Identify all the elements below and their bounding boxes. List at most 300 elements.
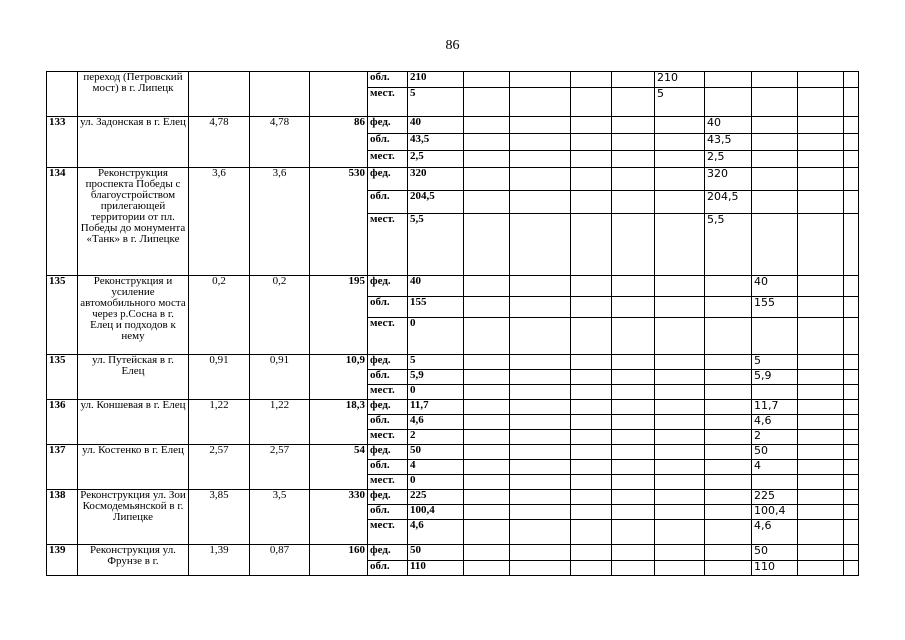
year-cell [844, 168, 859, 191]
year-cell [510, 385, 571, 400]
year-cell [705, 297, 752, 318]
year-cell [464, 490, 510, 505]
year-cell [705, 355, 752, 370]
funding-source: мест. [368, 520, 408, 545]
year-cell [510, 168, 571, 191]
year-cell [571, 490, 612, 505]
total-cost: 18,3 [310, 400, 368, 445]
year-cell [464, 191, 510, 214]
year-cell [464, 545, 510, 561]
year-cell [844, 72, 859, 88]
year-value: 43,5 [705, 134, 752, 151]
year-cell [844, 370, 859, 385]
year-cell [612, 168, 655, 191]
total-cost: 195 [310, 276, 368, 355]
year-cell [798, 276, 844, 297]
funding-source: мест. [368, 88, 408, 117]
object-name: переход (Петровский мост) в г. Липецк [78, 72, 189, 117]
funding-sum: 225 [408, 490, 464, 505]
object-name: ул. Задонская в г. Елец [78, 117, 189, 168]
year-cell [510, 490, 571, 505]
year-cell [844, 355, 859, 370]
year-cell [655, 561, 705, 576]
year-cell [844, 276, 859, 297]
funding-sum: 5,9 [408, 370, 464, 385]
row-number: 134 [47, 168, 78, 276]
year-value: 320 [705, 168, 752, 191]
funding-sum: 0 [408, 385, 464, 400]
year-cell [798, 297, 844, 318]
funding-source: фед. [368, 117, 408, 134]
year-cell [798, 415, 844, 430]
year-cell [705, 276, 752, 297]
funding-source: обл. [368, 460, 408, 475]
year-cell [798, 151, 844, 168]
year-cell [655, 318, 705, 355]
year-cell [464, 415, 510, 430]
year-cell [655, 214, 705, 276]
year-cell [752, 117, 798, 134]
object-name: Реконструкция проспекта Победы с благоустройством прилегающей территории от пл. Победы до монумента «Танк» в г. Липецке [78, 168, 189, 276]
year-cell [705, 415, 752, 430]
row-number: 139 [47, 545, 78, 576]
year-cell [571, 214, 612, 276]
year-cell [510, 117, 571, 134]
year-cell [612, 151, 655, 168]
year-cell [464, 88, 510, 117]
funding-sum: 5 [408, 88, 464, 117]
year-cell [464, 297, 510, 318]
year-cell [571, 561, 612, 576]
year-value: 11,7 [752, 400, 798, 415]
year-cell [612, 318, 655, 355]
year-cell [798, 545, 844, 561]
year-cell [752, 72, 798, 88]
year-cell [612, 385, 655, 400]
year-value: 50 [752, 445, 798, 460]
year-cell [464, 117, 510, 134]
year-cell [705, 318, 752, 355]
year-cell [571, 318, 612, 355]
year-cell [612, 355, 655, 370]
row-number: 138 [47, 490, 78, 545]
year-cell [464, 134, 510, 151]
year-cell [510, 318, 571, 355]
year-cell [510, 415, 571, 430]
funding-source: обл. [368, 191, 408, 214]
year-cell [798, 355, 844, 370]
year-cell [510, 151, 571, 168]
year-cell [705, 475, 752, 490]
length-total: 1,22 [189, 400, 250, 445]
year-cell [752, 214, 798, 276]
length-total: 3,85 [189, 490, 250, 545]
year-cell [612, 400, 655, 415]
year-cell [612, 490, 655, 505]
year-cell [510, 276, 571, 297]
year-cell [705, 505, 752, 520]
year-cell [798, 214, 844, 276]
year-cell [798, 460, 844, 475]
funding-sum: 40 [408, 117, 464, 134]
year-cell [798, 72, 844, 88]
year-cell [844, 151, 859, 168]
funding-source: мест. [368, 214, 408, 276]
funding-source: мест. [368, 151, 408, 168]
length-reconstruction: 3,6 [250, 168, 310, 276]
length-reconstruction: 1,22 [250, 400, 310, 445]
funding-sum: 2 [408, 430, 464, 445]
year-cell [464, 561, 510, 576]
year-cell [705, 561, 752, 576]
funding-sum: 0 [408, 475, 464, 490]
year-cell [510, 400, 571, 415]
table-row [47, 168, 859, 191]
length-reconstruction: 0,2 [250, 276, 310, 355]
table-row [47, 545, 859, 561]
year-cell [844, 385, 859, 400]
year-value: 5,9 [752, 370, 798, 385]
year-cell [844, 318, 859, 355]
year-cell [655, 505, 705, 520]
year-cell [612, 88, 655, 117]
year-value: 225 [752, 490, 798, 505]
year-cell [612, 430, 655, 445]
year-cell [510, 475, 571, 490]
year-cell [612, 370, 655, 385]
row-number: 135 [47, 276, 78, 355]
year-cell [571, 355, 612, 370]
year-cell [798, 490, 844, 505]
year-value: 4,6 [752, 415, 798, 430]
row-number: 136 [47, 400, 78, 445]
year-cell [752, 191, 798, 214]
funding-sum: 320 [408, 168, 464, 191]
funding-source: мест. [368, 385, 408, 400]
year-cell [571, 151, 612, 168]
year-cell [844, 415, 859, 430]
year-cell [752, 168, 798, 191]
table-row [47, 400, 859, 415]
year-cell [571, 88, 612, 117]
year-value: 40 [752, 276, 798, 297]
year-cell [798, 505, 844, 520]
year-value: 5 [655, 88, 705, 117]
year-value: 40 [705, 117, 752, 134]
year-cell [510, 355, 571, 370]
funding-sum: 50 [408, 545, 464, 561]
year-cell [844, 545, 859, 561]
funding-sum: 100,4 [408, 505, 464, 520]
year-cell [612, 191, 655, 214]
funding-sum: 155 [408, 297, 464, 318]
year-cell [844, 117, 859, 134]
funding-source: фед. [368, 490, 408, 505]
year-cell [655, 134, 705, 151]
year-cell [655, 355, 705, 370]
table-row [47, 117, 859, 134]
year-cell [655, 400, 705, 415]
year-cell [655, 430, 705, 445]
year-cell [571, 168, 612, 191]
funding-sum: 210 [408, 72, 464, 88]
year-cell [705, 545, 752, 561]
year-cell [752, 134, 798, 151]
year-cell [510, 445, 571, 460]
year-cell [798, 520, 844, 545]
year-value [752, 385, 798, 400]
funding-sum: 0 [408, 318, 464, 355]
year-cell [655, 117, 705, 134]
total-cost: 530 [310, 168, 368, 276]
funding-sum: 5 [408, 355, 464, 370]
object-name: ул. Костенко в г. Елец [78, 445, 189, 490]
year-cell [752, 88, 798, 117]
object-name: Реконструкция и усиление автомобильного моста через р.Сосна в г. Елец и подходов к нему [78, 276, 189, 355]
funding-sum: 4,6 [408, 520, 464, 545]
funding-source: обл. [368, 72, 408, 88]
length-total: 0,2 [189, 276, 250, 355]
funding-sum: 50 [408, 445, 464, 460]
year-cell [844, 561, 859, 576]
object-name: Реконструкция ул. Зои Космодемьянской в г. Липецке [78, 490, 189, 545]
table-row [47, 72, 859, 88]
year-cell [571, 297, 612, 318]
funding-source: мест. [368, 430, 408, 445]
year-cell [798, 88, 844, 117]
year-value: 50 [752, 545, 798, 561]
year-value: 4,6 [752, 520, 798, 545]
year-cell [571, 191, 612, 214]
year-cell [612, 460, 655, 475]
year-cell [612, 445, 655, 460]
funding-sum: 110 [408, 561, 464, 576]
year-cell [705, 72, 752, 88]
year-cell [464, 151, 510, 168]
year-cell [510, 297, 571, 318]
year-cell [798, 561, 844, 576]
length-total: 2,57 [189, 445, 250, 490]
funding-source: фед. [368, 355, 408, 370]
year-cell [510, 214, 571, 276]
length-total: 1,39 [189, 545, 250, 576]
year-cell [464, 460, 510, 475]
total-cost: 160 [310, 545, 368, 576]
row-number: 137 [47, 445, 78, 490]
funding-sum: 43,5 [408, 134, 464, 151]
year-value: 2,5 [705, 151, 752, 168]
year-cell [464, 318, 510, 355]
year-cell [571, 276, 612, 297]
year-cell [655, 490, 705, 505]
object-name: Реконструкция ул. Фрунзе в г. [78, 545, 189, 576]
year-cell [510, 191, 571, 214]
year-cell [798, 134, 844, 151]
year-cell [705, 520, 752, 545]
total-cost [310, 72, 368, 117]
year-cell [612, 545, 655, 561]
year-cell [844, 297, 859, 318]
year-cell [844, 445, 859, 460]
year-cell [510, 545, 571, 561]
funding-source: фед. [368, 168, 408, 191]
row-number [47, 72, 78, 117]
year-cell [798, 370, 844, 385]
year-cell [752, 151, 798, 168]
year-value: 155 [752, 297, 798, 318]
page-number: 86 [445, 38, 460, 53]
year-cell [612, 72, 655, 88]
year-cell [705, 445, 752, 460]
year-cell [798, 191, 844, 214]
year-cell [798, 385, 844, 400]
total-cost: 10,9 [310, 355, 368, 400]
year-cell [464, 505, 510, 520]
year-cell [798, 475, 844, 490]
length-reconstruction: 3,5 [250, 490, 310, 545]
funding-source: фед. [368, 445, 408, 460]
year-cell [844, 460, 859, 475]
year-cell [844, 88, 859, 117]
funding-source: мест. [368, 475, 408, 490]
year-cell [655, 460, 705, 475]
table-row [47, 445, 859, 460]
year-cell [655, 276, 705, 297]
year-cell [612, 117, 655, 134]
year-cell [655, 168, 705, 191]
year-cell [510, 561, 571, 576]
year-cell [464, 72, 510, 88]
year-cell [464, 520, 510, 545]
year-cell [612, 276, 655, 297]
year-cell [798, 430, 844, 445]
year-cell [798, 117, 844, 134]
year-cell [510, 505, 571, 520]
year-cell [612, 214, 655, 276]
year-cell [510, 520, 571, 545]
year-value [752, 318, 798, 355]
year-cell [655, 191, 705, 214]
funding-source: фед. [368, 400, 408, 415]
year-cell [705, 400, 752, 415]
year-cell [464, 475, 510, 490]
year-cell [655, 545, 705, 561]
funding-source: обл. [368, 297, 408, 318]
funding-sum: 11,7 [408, 400, 464, 415]
year-cell [464, 276, 510, 297]
funding-source: фед. [368, 545, 408, 561]
year-cell [571, 505, 612, 520]
length-reconstruction: 2,57 [250, 445, 310, 490]
year-cell [510, 72, 571, 88]
year-cell [510, 370, 571, 385]
length-reconstruction: 4,78 [250, 117, 310, 168]
year-cell [612, 415, 655, 430]
year-cell [798, 400, 844, 415]
year-cell [571, 72, 612, 88]
year-cell [655, 520, 705, 545]
year-value: 210 [655, 72, 705, 88]
year-cell [655, 297, 705, 318]
year-cell [705, 370, 752, 385]
year-cell [571, 400, 612, 415]
year-cell [571, 520, 612, 545]
year-cell [464, 370, 510, 385]
year-cell [510, 88, 571, 117]
year-cell [571, 445, 612, 460]
year-cell [798, 445, 844, 460]
year-value: 4 [752, 460, 798, 475]
year-cell [612, 475, 655, 490]
length-reconstruction [250, 72, 310, 117]
year-cell [571, 430, 612, 445]
year-cell [705, 385, 752, 400]
table-row [47, 276, 859, 297]
year-cell [510, 134, 571, 151]
year-cell [844, 430, 859, 445]
year-value [752, 475, 798, 490]
year-cell [571, 370, 612, 385]
year-value: 110 [752, 561, 798, 576]
funding-source: обл. [368, 134, 408, 151]
length-total: 0,91 [189, 355, 250, 400]
year-cell [844, 505, 859, 520]
total-cost: 86 [310, 117, 368, 168]
year-cell [612, 561, 655, 576]
year-cell [464, 214, 510, 276]
year-cell [464, 400, 510, 415]
funding-source: фед. [368, 276, 408, 297]
funding-sum: 4,6 [408, 415, 464, 430]
year-cell [571, 134, 612, 151]
year-cell [844, 400, 859, 415]
year-cell [571, 385, 612, 400]
year-cell [612, 134, 655, 151]
funding-sum: 4 [408, 460, 464, 475]
year-cell [571, 117, 612, 134]
year-cell [571, 475, 612, 490]
length-total [189, 72, 250, 117]
year-cell [612, 520, 655, 545]
length-reconstruction: 0,87 [250, 545, 310, 576]
year-value: 100,4 [752, 505, 798, 520]
year-cell [844, 214, 859, 276]
year-cell [844, 191, 859, 214]
funding-source: мест. [368, 318, 408, 355]
year-cell [655, 475, 705, 490]
year-cell [612, 297, 655, 318]
year-value: 5 [752, 355, 798, 370]
year-cell [464, 168, 510, 191]
year-cell [464, 445, 510, 460]
year-cell [705, 460, 752, 475]
year-cell [705, 490, 752, 505]
table-row [47, 355, 859, 370]
road-program-table [46, 71, 859, 576]
year-cell [464, 355, 510, 370]
year-cell [571, 415, 612, 430]
object-name: ул. Коншевая в г. Елец [78, 400, 189, 445]
year-cell [705, 430, 752, 445]
year-cell [844, 475, 859, 490]
length-total: 4,78 [189, 117, 250, 168]
total-cost: 54 [310, 445, 368, 490]
length-total: 3,6 [189, 168, 250, 276]
year-cell [844, 520, 859, 545]
year-value: 2 [752, 430, 798, 445]
year-cell [798, 168, 844, 191]
length-reconstruction: 0,91 [250, 355, 310, 400]
